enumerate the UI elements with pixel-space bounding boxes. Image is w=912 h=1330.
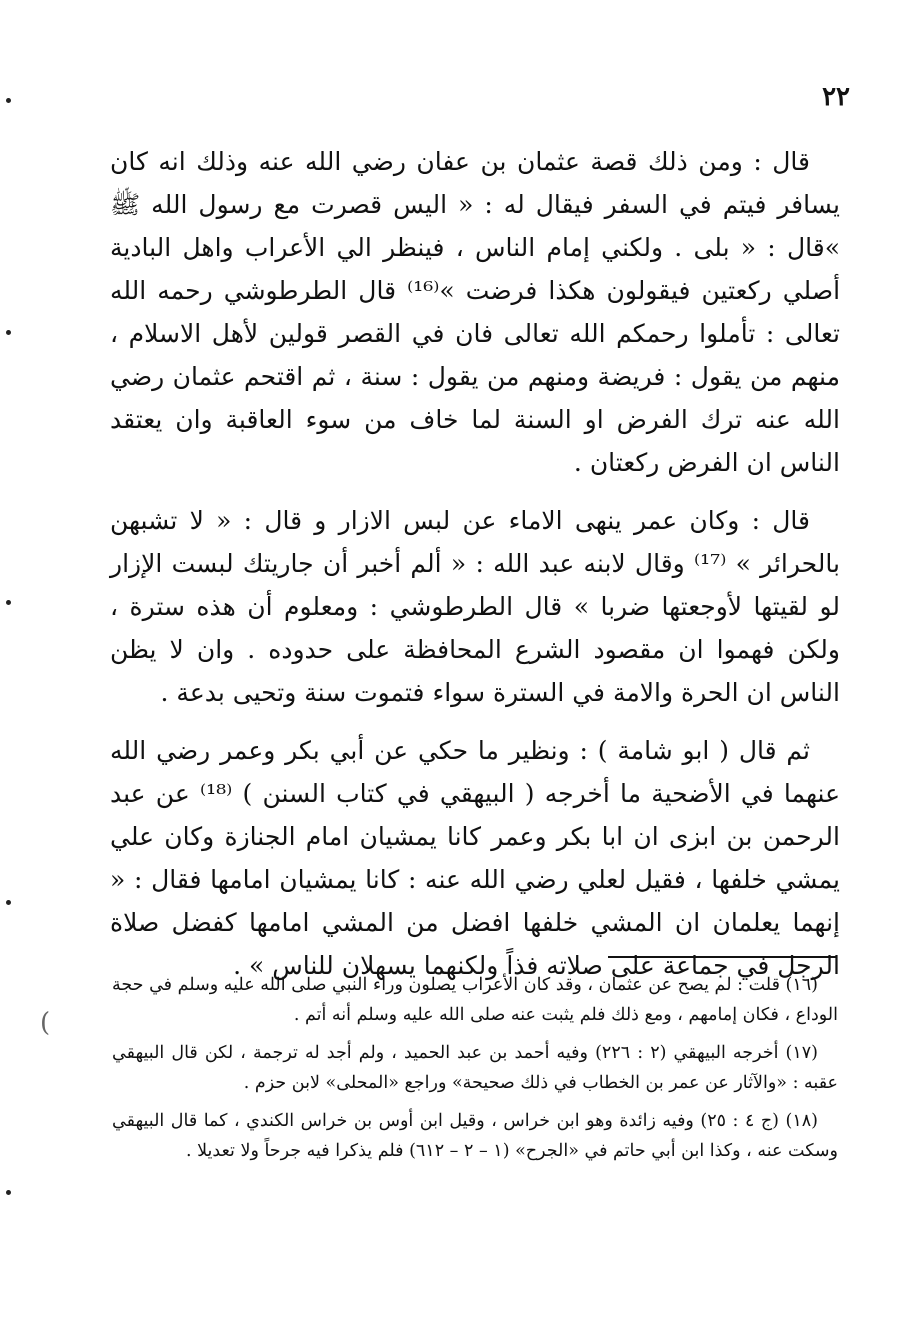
footnote-16: (١٦) قلت : لم يصح عن عثمان ، وقد كان الأعراب يصلون وراء النبي صلى الله عليه وسلم في حجة الوداع ، فكان إمامهم ، ومع ذلك فلم يثبت عنه صلى الله عليه وسلم أنه أتم .: [112, 975, 838, 1025]
scan-dot: [6, 98, 11, 103]
footnote-divider: [608, 956, 836, 958]
scan-dot: [6, 600, 11, 605]
main-text: [110, 140, 840, 1002]
scan-dot: [6, 330, 11, 335]
scan-dot: [6, 1190, 11, 1195]
scan-dot: [6, 900, 11, 905]
footnote-18: (١٨) (ج ٤ : ٢٥) وفيه زائدة وهو ابن خراس ، وقيل ابن أوس بن خراس الكندي ، كما قال البيهقي وسكت عنه ، وكذا ابن أبي حاتم في «الجرح» (١ – ٢ – ٦١٢) فلم يذكرا فيه جرحاً ولا تعديلا .: [112, 1111, 838, 1161]
footnotes: [112, 970, 838, 1174]
page-number: ٢٢: [822, 82, 850, 112]
paragraph-uthman: قال : ومن ذلك قصة عثمان بن عفان رضي الله عنه وذلك انه كان يسافر فيتم في السفر فيقال له : « اليس قصرت مع رسول الله ﷺ »قال : « بلى . ولكني إمام الناس ، فينظر الي الأعراب واهل البادية أصلي ركعتين فيقولون هكذا فرضت »⁽¹⁶⁾ قال الطرطوشي رحمه الله تعالى : تأملوا رحمكم الله تعالى فان في القصر قولين لأهل الاسلام ، منهم من يقول : فريضة ومنهم من يقول : سنة ، ثم اقتحم عثمان رضي الله عنه ترك الفرض او السنة لما خاف من سوء العاقبة وان يعتقد الناس ان الفرض ركعتان .: [110, 147, 841, 477]
footnote-17: (١٧) أخرجه البيهقي (٢ : ٢٢٦) وفيه أحمد بن عبد الحميد ، ولم أجد له ترجمة ، لكن قال البيهقي عقبه : «والآثار عن عمر بن الخطاب في ذلك صحيحة» وراجع «المحلى» لابن حزم .: [112, 1043, 838, 1093]
paragraph-abu-shama: ثم قال ( ابو شامة ) : ونظير ما حكي عن أبي بكر وعمر رضي الله عنهما في الأضحية ما أخرجه ( البيهقي في كتاب السنن ) ⁽¹⁸⁾ عن عبد الرحمن بن ابزى ان ابا بكر وعمر كانا يمشيان امام الجنازة وكان علي يمشي خلفها ، فقيل لعلي رضي الله عنه : كانا يمشيان امامها فقال : « إنهما يعلمان ان المشي خلفها افضل من المشي امامها كفضل صلاة الرجل في جماعة على صلاته فذاً ولكنهما يسهلان للناس » .: [110, 736, 840, 980]
scan-mark: (: [40, 1008, 51, 1038]
paragraph-umar: قال : وكان عمر ينهى الاماء عن لبس الازار و قال : « لا تشبهن بالحرائر » ⁽¹⁷⁾ وقال لابنه عبد الله : « ألم أخبر أن جاريتك لبست الإزار لو لقيتها لأوجعتها ضربا » قال الطرطوشي : ومعلوم أن هذه سترة ، ولكن فهموا ان مقصود الشرع المحافظة على حدوده . وان لا يظن الناس ان الحرة والامة في السترة سواء فتموت سنة وتحيى بدعة .: [110, 506, 840, 707]
